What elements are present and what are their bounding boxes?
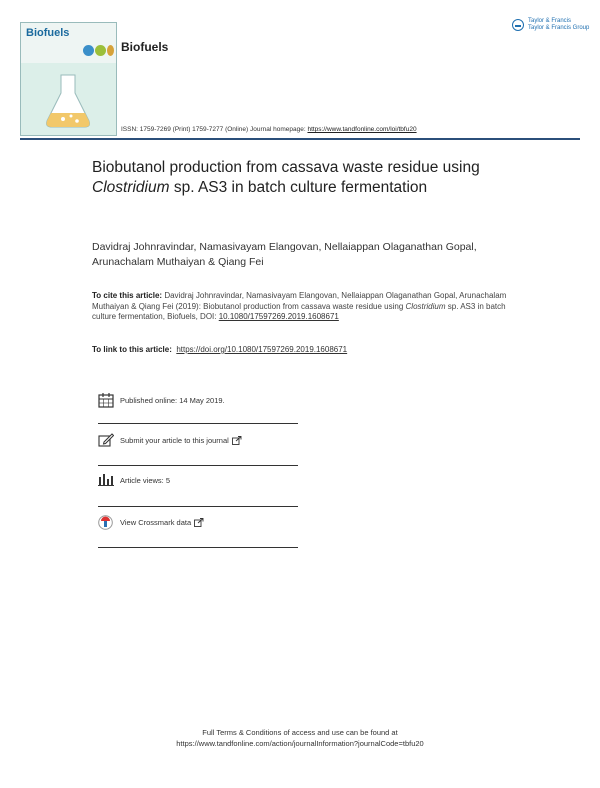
publisher-logo-name: Taylor & Francis bbox=[528, 18, 572, 24]
bar-chart-icon bbox=[98, 474, 120, 486]
crossmark-row[interactable] bbox=[98, 515, 298, 530]
issn-line bbox=[121, 126, 417, 133]
header-divider bbox=[20, 138, 580, 140]
issn-text: ISSN: 1759-7269 (Print) 1759-7277 (Online) Journal homepage: bbox=[121, 126, 306, 133]
meta-divider bbox=[98, 423, 298, 424]
cover-flask-illustration bbox=[21, 23, 116, 135]
external-link-icon bbox=[232, 436, 242, 445]
journal-cover-image bbox=[20, 22, 117, 136]
article-title bbox=[92, 158, 512, 198]
title-part-1: Biobutanol production from cassava waste residue using bbox=[92, 159, 480, 176]
crossmark-link[interactable]: View Crossmark data bbox=[120, 518, 192, 527]
article-doi-link[interactable]: https://doi.org/10.1080/17597269.2019.1608671 bbox=[176, 345, 348, 354]
calendar-icon bbox=[98, 393, 120, 408]
citation-block bbox=[92, 291, 512, 323]
citation-text-2: sp. AS3 in batch culture fermentation, Biofuels, DOI: bbox=[92, 301, 506, 321]
meta-divider bbox=[98, 547, 298, 548]
citation-text-1: Davidraj Johnravindar, Namasivayam Elangovan, Nellaiappan Olaganathan Gopal, Arunachalam Muthaiyan & Qiang Fei (2019): Biobutanol production from cassava waste residue using bbox=[92, 291, 507, 311]
cover-brand-text: Biofuels bbox=[26, 27, 70, 39]
published-date-text: Published online: 14 May 2019. bbox=[120, 396, 225, 405]
taylor-francis-logo-icon bbox=[512, 19, 524, 31]
title-species: Clostridium bbox=[92, 179, 170, 196]
meta-divider bbox=[98, 506, 298, 507]
title-part-2: sp. AS3 in batch culture fermentation bbox=[173, 179, 428, 196]
link-label: To link to this article: bbox=[92, 345, 172, 354]
external-link-icon bbox=[194, 518, 204, 527]
published-row bbox=[98, 393, 298, 408]
citation-doi-link[interactable]: 10.1080/17597269.2019.1608671 bbox=[218, 312, 339, 321]
article-views-text: Article views: 5 bbox=[120, 475, 171, 485]
article-authors: Davidraj Johnravindar, Namasivayam Elangovan, Nellaiappan Olaganathan Gopal, Arunachalam Muthaiyan & Qiang Fei bbox=[92, 241, 477, 268]
submit-article-link[interactable]: Submit your article to this journal bbox=[120, 435, 229, 445]
article-link-line bbox=[92, 345, 347, 354]
footer-terms-text: Full Terms & Conditions of access and use can be found at bbox=[202, 728, 398, 737]
article-views-row bbox=[98, 474, 298, 486]
footer bbox=[80, 727, 520, 749]
journal-homepage-link[interactable]: https://www.tandfonline.com/loi/tbfu20 bbox=[307, 126, 417, 133]
edit-icon bbox=[98, 433, 120, 447]
publisher-logo-group: Taylor & Francis Group bbox=[528, 25, 590, 31]
journal-name[interactable]: Biofuels bbox=[121, 40, 169, 54]
citation-species: Clostridium bbox=[405, 301, 446, 311]
meta-divider bbox=[98, 465, 298, 466]
citation-label: To cite this article: bbox=[92, 291, 163, 300]
submit-article-row[interactable] bbox=[98, 433, 298, 447]
publisher-logo[interactable] bbox=[512, 18, 589, 32]
footer-terms-link[interactable]: https://www.tandfonline.com/action/journalInformation?journalCode=tbfu20 bbox=[176, 739, 424, 748]
crossmark-icon bbox=[98, 515, 120, 530]
